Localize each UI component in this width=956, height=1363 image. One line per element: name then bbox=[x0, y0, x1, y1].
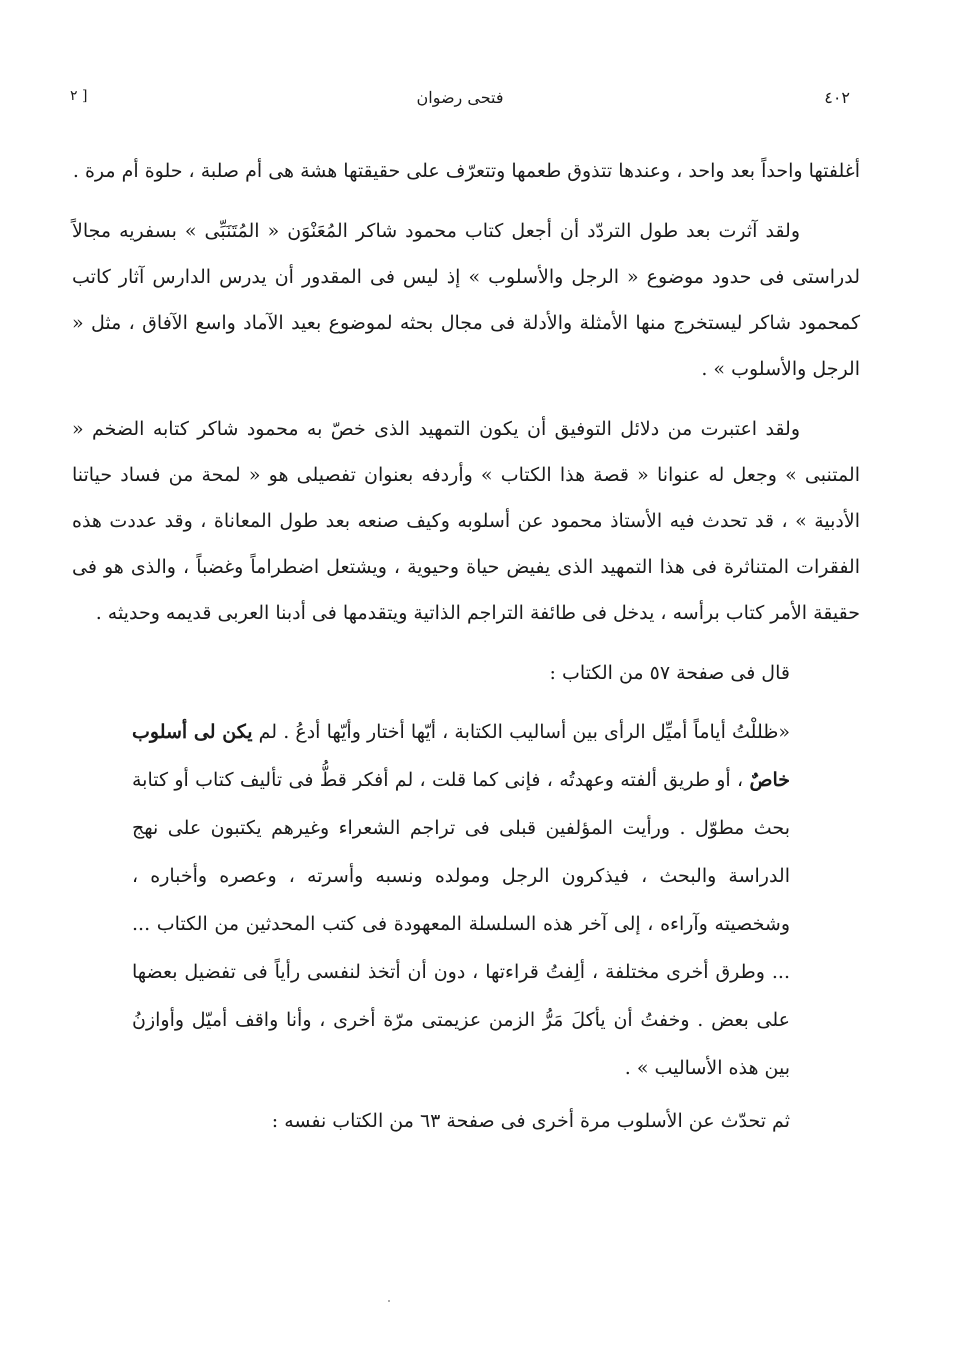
running-title: فتحى رضوان bbox=[416, 88, 504, 107]
page-header bbox=[70, 86, 850, 116]
paragraph-continuation: أغلفتها واحداً بعد واحد ، وعندها تتذوق طعمها وتتعرّف على حقيقتها هشة هى أم صلبة ، حلوة أم مرة . bbox=[72, 160, 860, 182]
quote-bold-phrase: يكن لى أسلوب خاصٌ bbox=[132, 721, 791, 791]
quote-introduction: قال فى صفحة ٥٧ من الكتاب : bbox=[549, 662, 790, 684]
volume-mark: [ ٢ bbox=[70, 88, 88, 104]
block-quote bbox=[132, 708, 790, 1092]
quote-text-rest: ، أو طريق ألفته وعهدتُه ، فإنى كما قلت ، لم أفكر قطُّ فى تأليف كتاب أو كتابة بحث مطوّل . ورأيت المؤلفين قبلى فى تراجم الشعراء وغيرهم يكتبون على نهج الدراسة والبحث ، فيذكرون الرجل ومولده ونسبه وأسرته ، وعصره وأخباره ، وشخصيته وآراءه ، إلى آخر هذه السلسلة المعهودة فى كتب المحدثين من الكتاب ... ... وطرق أخرى مختلفة ، ألِفتُ قراءتها ، دون أن أتخذ لنفسى رأياً فى تفضيل بعضها على بعض . وخفتُ أن يأكلَ مَرُّ الزمن عزيمتى مرّة أخرى ، وأنا واقف أميّل وأوازنُ بين هذه الأساليب » . bbox=[132, 769, 790, 1079]
body-text bbox=[72, 148, 860, 1144]
quote-text-start: «ظللْتُ أياماً أميِّل الرأى بين أساليب الكتابة ، أيّها أختار وأيّها أدعُ . لم bbox=[258, 721, 790, 743]
scan-speck bbox=[388, 1300, 390, 1302]
paragraph-introduction: ولقد اعتبرت من دلائل التوفيق أن يكون التمهيد الذى خصّ به محمود شاكر كتابه الضخم « المتنبى » وجعل له عنوانا « قصة هذا الكتاب » وأردفه بعنوان تفصيلى هو « لمحة من فساد حياتنا الأدبية » ، قد تحدث فيه الأستاذ محمود عن أسلوبه وكيف صنعه بعد طول المعاناة ، وقد عددت هذه الفقرات المتناثرة فى هذا التمهيد الذى يفيض حياة وحيوية ، ويشتعل اضطراماً وغضباً ، والذى هو فى حقيقة الأمر كتاب برأسه ، يدخل فى طائفة التراجم الذاتية ويتقدمها فى أدبنا العربى قديمه وحديثه . bbox=[72, 418, 860, 624]
closing-line: ثم تحدّث عن الأسلوب مرة أخرى فى صفحة ٦٣ من الكتاب نفسه : bbox=[271, 1110, 790, 1132]
page-number: ٤٠٢ bbox=[824, 88, 850, 107]
paragraph-mutanabbi: ولقد آثرت بعد طول التردّد أن أجعل كتاب محمود شاكر المُعَنْوَن « المُتَنَبِّى » بسفريه مجالاً لدراستى فى حدود موضوع « الرجل والأسلوب » إذ ليس فى المقدور أن يدرس الدارس آثار كاتب كمحمود شاكر ليستخرج منها الأمثلة والأدلة فى مجال بحثه لموضوع بعيد الآماد واسع الآفاق ، مثل « الرجل والأسلوب » . bbox=[72, 220, 860, 380]
